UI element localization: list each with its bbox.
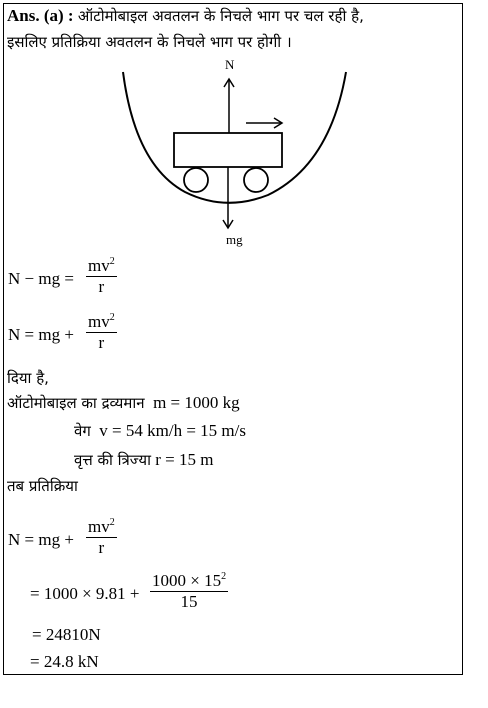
answer-line-2: इसलिए प्रतिक्रिया अवतलन के निचले भाग पर होगी । <box>7 33 292 51</box>
given-mass: ऑटोमोबाइल का द्रव्यमान m = 1000 kg <box>7 393 240 412</box>
eq2-fraction: $mv^2$ r <box>88 312 115 352</box>
vehicle-body <box>174 133 282 167</box>
given-radius: वृत्त की त्रिज्या r = 15 m <box>74 450 214 469</box>
step2-result: = 24810N <box>32 625 101 644</box>
weight-force-label: mg <box>226 232 243 247</box>
eq1-fraction: $mv^2$ r <box>88 256 115 296</box>
answer-text-1: ऑटोमोबाइल अवतलन के निचले भाग पर चल रही है, <box>77 7 364 25</box>
normal-force-label: N <box>225 57 235 72</box>
step3-result: = 24.8 kN <box>30 652 99 671</box>
eq2-left: N = mg + <box>8 325 74 344</box>
concave-road-diagram <box>0 0 488 260</box>
given-speed: वेग v = 54 km/h = 15 m/s <box>74 421 246 440</box>
given-intro: दिया है, <box>7 369 49 387</box>
eq1-left: N − mg = <box>8 269 74 288</box>
front-wheel <box>184 168 208 192</box>
eq3-left: N = mg + <box>8 530 74 549</box>
step1-fraction: $1000 \times 15^2$ 15 <box>152 571 227 611</box>
rear-wheel <box>244 168 268 192</box>
answer-prefix: Ans. (a) : <box>7 6 74 25</box>
concave-road-curve <box>123 72 346 203</box>
eq3-fraction: $mv^2$ r <box>88 517 115 557</box>
then-reaction: तब प्रतिक्रिया <box>7 477 78 495</box>
step1-left: = 1000 × 9.81 + <box>30 584 140 603</box>
